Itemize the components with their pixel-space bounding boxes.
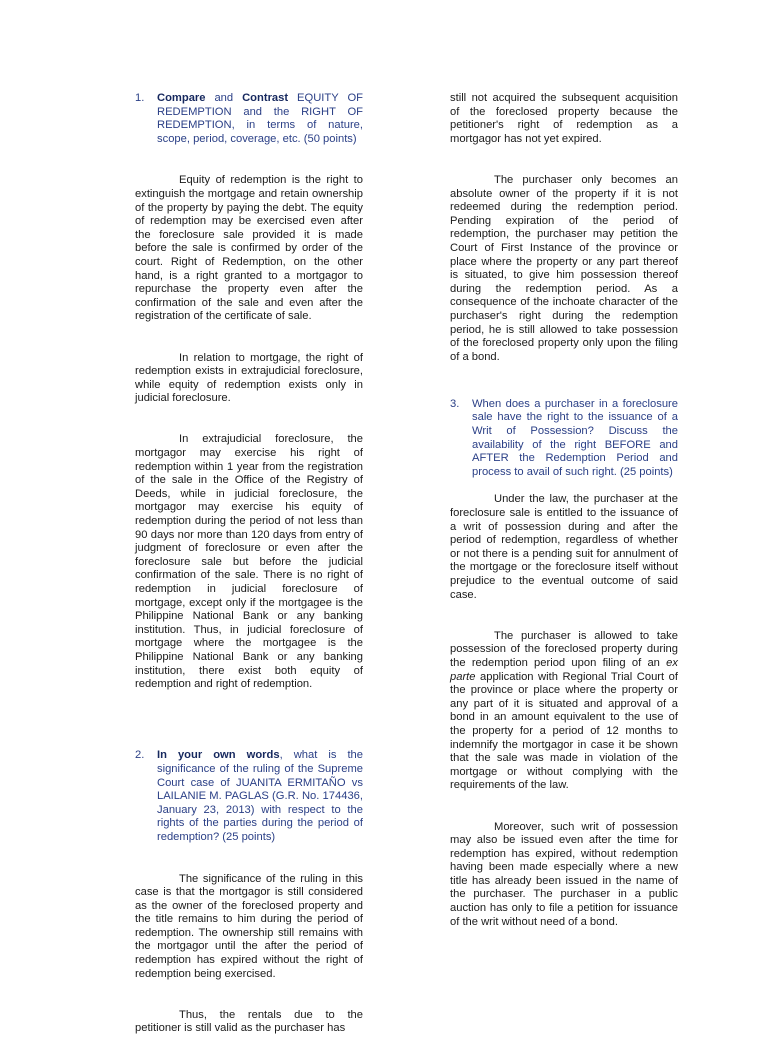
question-connector: and bbox=[205, 92, 243, 104]
answer-paragraph bbox=[450, 630, 678, 793]
emphasis-text: ex parte bbox=[450, 656, 678, 683]
question-rest: , what is the significance of the ruling of the Supreme Court case of JUANITA ERMITAÑO vs LAILANIE M. PAGLAS (G.R. No. 174436, January 23, 2013) with respect to the rights of the parties during the period of redemption? (25 points) bbox=[157, 749, 363, 843]
question-number: 2. bbox=[135, 749, 145, 762]
answer-paragraph: The purchaser only becomes an absolute owner of the property if it is not redeemed during the redemption period. Pending expiration of the period of redemption, the purchaser may petition the Court of First Instance of the province or place where the property or any part thereof is situated, to give him possession thereof during the redemption period. As a consequence of the inchoate character of the purchaser's right during the redemption period, he is still allowed to take possession of the foreclosed property only upon the filing of a bond. bbox=[450, 173, 678, 363]
question-emphasis: In your own words bbox=[157, 749, 280, 762]
question-text: When does a purchaser in a foreclosure sale have the right to the issuance of a Writ of Possession? Discuss the availability of the right BEFORE and AFTER the Redemption Period and process to avail of such right. (25 points) bbox=[472, 397, 678, 478]
question-2 bbox=[135, 749, 363, 844]
paragraph-text: application with Regional Trial Court of the province or place where the property or any part of it is situated and approval of a bond in an amount equivalent to the use of the property for a period of 12 months to indemnify the mortgagor in case it be shown that the sale was made in violation of the mortgage or without complying with the requirements of the law. bbox=[450, 670, 678, 792]
question-text bbox=[157, 749, 363, 844]
answer-paragraph: still not acquired the subsequent acquisition of the foreclosed property because the petitioner's right of redemption as a mortgagor has not yet expired. bbox=[450, 92, 678, 145]
question-rest: EQUITY OF REDEMPTION and the RIGHT OF REDEMPTION, in terms of nature, scope, period, coverage, etc. (50 points) bbox=[157, 92, 363, 145]
answer-paragraph: In extrajudicial foreclosure, the mortgagor may exercise his right of redemption within 1 year from the registration of the sale in the Office of the Registry of Deeds, while in judicial foreclosure, the mortgagor may exercise his equity of redemption during the period of not less than 90 days nor more than 120 days from entry of judgment of foreclosure or even after the foreclosure sale but before the judicial confirmation of the sale. There is no right of redemption in judicial foreclosure of mortgage, except only if the mortgagee is the Philippine National Bank or any banking institution. Thus, in judicial foreclosure of mortgage where the mortgagee is the Philippine National Bank or any banking institution, there exist both equity of redemption and right of redemption. bbox=[135, 433, 363, 691]
question-1 bbox=[135, 92, 363, 146]
answer-paragraph: Moreover, such writ of possession may also be issued even after the time for redemption has expired, without redemption having been made especially where a new title has already been issued in the name of the purchaser. The purchaser in a public auction has only to file a petition for issuance of the writ without need of a bond. bbox=[450, 820, 678, 928]
question-emphasis: Contrast bbox=[242, 92, 289, 104]
answer-paragraph: The significance of the ruling in this case is that the mortgagor is still considered as the owner of the foreclosed property and the title remains to him during the period of redemption. The ownership still remains with the mortgagor until the after the period of redemption has expired without the right of redemption being exercised. bbox=[135, 872, 363, 980]
question-number: 3. bbox=[450, 397, 460, 410]
left-column bbox=[135, 92, 363, 1050]
question-emphasis: Compare bbox=[157, 92, 206, 104]
answer-paragraph: Thus, the rentals due to the petitioner is still valid as the purchaser has bbox=[135, 1008, 363, 1035]
question-text bbox=[157, 92, 363, 146]
right-column bbox=[450, 92, 678, 943]
question-3 bbox=[450, 398, 678, 480]
paragraph-text: The purchaser is allowed to take possession of the foreclosed property during the redemption period upon filing of an bbox=[450, 629, 678, 669]
answer-paragraph: Equity of redemption is the right to extinguish the mortgage and retain ownership of the property by paying the debt. The equity of redemption may be exercised even after the foreclosure sale provided it is made before the sale is confirmed by order of the court. Right of Redemption, on the other hand, is a right granted to a mortgagor to repurchase the property even after the confirmation of the sale and even after the registration of the certificate of sale. bbox=[135, 174, 363, 323]
answer-paragraph: In relation to mortgage, the right of redemption exists in extrajudicial foreclosure, while equity of redemption exists only in judicial foreclosure. bbox=[135, 351, 363, 405]
question-number: 1. bbox=[135, 92, 145, 104]
answer-paragraph: Under the law, the purchaser at the foreclosure sale is entitled to the issuance of a writ of possession during and after the period of redemption, regardless of whether or not there is a pending suit for annulment of the mortgage or the foreclosure itself without prejudice to the eventual outcome of said case. bbox=[450, 493, 678, 601]
